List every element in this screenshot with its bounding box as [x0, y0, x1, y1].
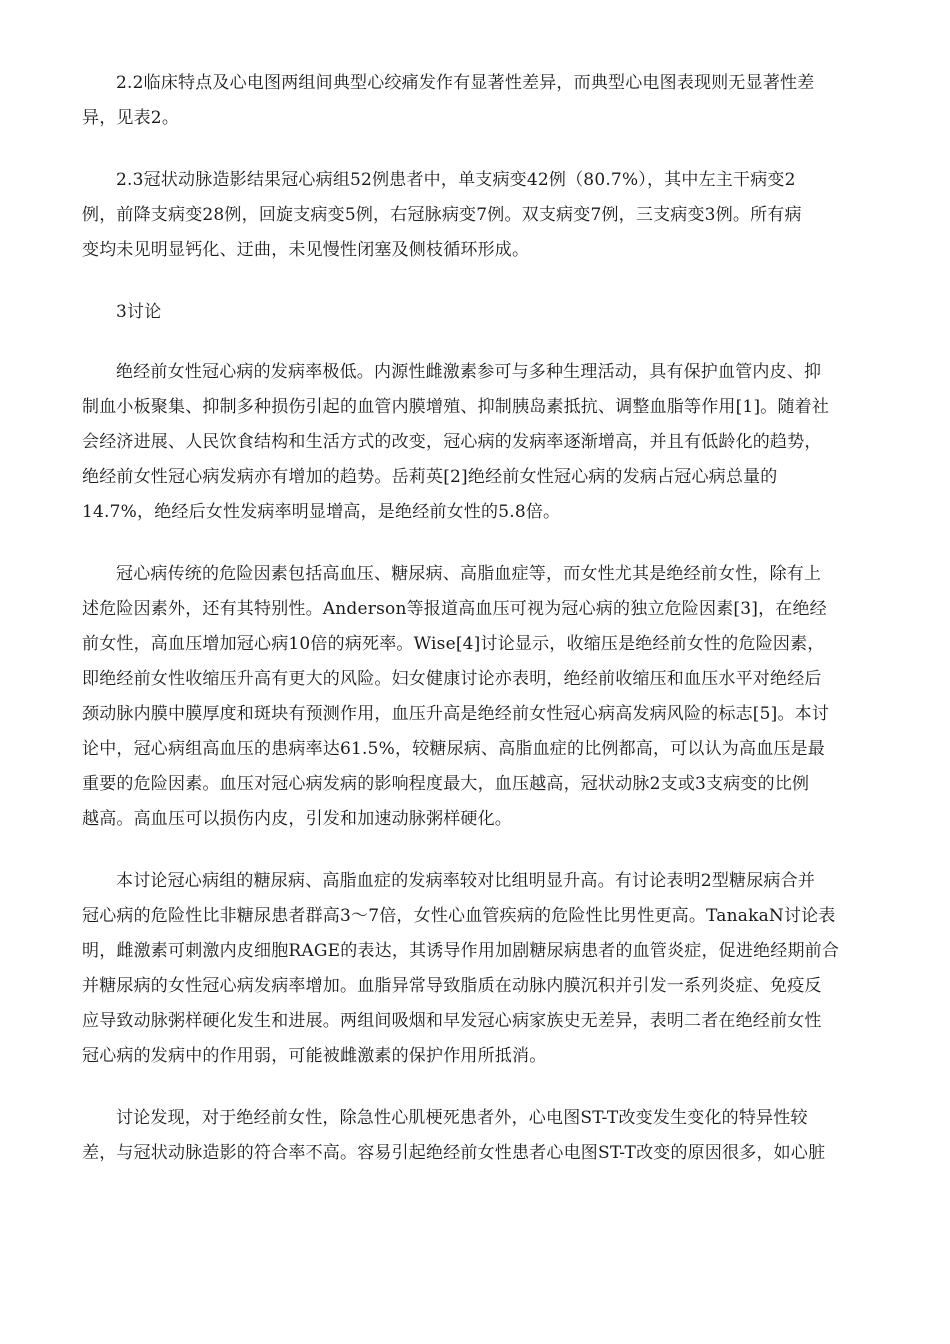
text-line: 会经济进展、人民饮食结构和生活方式的改变，冠心病的发病率逐渐增高，并且有低龄化的趋势， — [82, 432, 822, 452]
text-line: 制血小板聚集、抑制多种损伤引起的血管内膜增殖、抑制胰岛素抵抗、调整血脂等作用[1]。随着社 — [82, 397, 830, 417]
text-line: 重要的危险因素。血压对冠心病发病的影响程度最大，血压越高，冠状动脉2支或3支病变的比例 — [82, 774, 810, 794]
text-line: 3讨论 — [116, 302, 162, 322]
text-line: 冠心病的发病中的作用弱，可能被雌激素的保护作用所抵消。 — [82, 1046, 547, 1066]
section-heading-discussion — [82, 295, 872, 330]
text-line: 冠心病的危险性比非糖尿患者群高3～7倍，女性心血管疾病的危险性比男性更高。TanakaN讨论表 — [82, 906, 836, 926]
paragraph-ecg-findings — [82, 1101, 872, 1171]
text-line: 并糖尿病的女性冠心病发病率增加。血脂异常导致脂质在动脉内膜沉积并引发一系列炎症、免疫反 — [82, 976, 822, 996]
text-line: 论中，冠心病组高血压的患病率达61.5%，较糖尿病、高脂血症的比例都高，可以认为高血压是最 — [82, 739, 826, 759]
text-line: 本讨论冠心病组的糖尿病、高脂血症的发病率较对比组明显升高。有讨论表明2型糖尿病合并 — [116, 871, 816, 891]
text-line: 绝经前女性冠心病的发病率极低。内源性雌激素参可与多种生理活动，具有保护血管内皮、抑 — [116, 362, 822, 382]
text-line: 讨论发现，对于绝经前女性，除急性心肌梗死患者外，心电图ST-T改变发生变化的特异性较 — [116, 1108, 808, 1128]
text-line: 述危险因素外，还有其特别性。Anderson等报道高血压可视为冠心病的独立危险因素[3]，在绝经 — [82, 599, 827, 619]
text-line: 2.3冠状动脉造影结果冠心病组52例患者中，单支病变42例（80.7%），其中左主干病变2 — [116, 170, 796, 190]
text-line: 2.2临床特点及心电图两组间典型心绞痛发作有显著性差异，而典型心电图表现则无显著性差 — [116, 73, 815, 93]
text-line: 前女性，高血压增加冠心病10倍的病死率。Wise[4]讨论显示，收缩压是绝经前女性的危险因素， — [82, 634, 825, 654]
text-line: 即绝经前女性收缩压升高有更大的风险。妇女健康讨论亦表明，绝经前收缩压和血压水平对绝经后 — [82, 669, 822, 689]
text-line: 差，与冠状动脉造影的符合率不高。容易引起绝经前女性患者心电图ST-T改变的原因很多，如心脏 — [82, 1143, 826, 1163]
text-line: 明，雌激素可刺激内皮细胞RAGE的表达，其诱导作用加剧糖尿病患者的血管炎症，促进绝经期前合 — [82, 941, 840, 961]
paragraph-2-3-angiography-results — [82, 163, 872, 268]
text-line: 14.7%，绝经后女性发病率明显增高，是绝经前女性的5.8倍。 — [82, 502, 561, 522]
text-line: 越高。高血压可以损伤内皮，引发和加速动脉粥样硬化。 — [82, 809, 512, 829]
text-line: 绝经前女性冠心病发病亦有增加的趋势。岳莉英[2]绝经前女性冠心病的发病占冠心病总量的 — [82, 467, 778, 487]
paragraph-premenopausal-incidence — [82, 355, 872, 530]
text-line: 应导致动脉粥样硬化发生和进展。两组间吸烟和早发冠心病家族史无差异，表明二者在绝经前女性 — [82, 1011, 822, 1031]
paragraph-diabetes-hyperlipidemia — [82, 864, 872, 1074]
text-line: 变均未见明显钙化、迂曲，未见慢性闭塞及侧枝循环形成。 — [82, 240, 530, 260]
text-line: 异，见表2。 — [82, 108, 180, 128]
text-line: 冠心病传统的危险因素包括高血压、糖尿病、高脂血症等，而女性尤其是绝经前女性，除有上 — [116, 564, 822, 584]
paragraph-2-2-clinical-features — [82, 66, 872, 136]
text-line: 颈动脉内膜中膜厚度和斑块有预测作用，血压升高是绝经前女性冠心病高发病风险的标志[5]。本讨 — [82, 704, 830, 724]
paragraph-risk-factors-hypertension — [82, 557, 872, 837]
text-line: 例，前降支病变28例，回旋支病变5例，右冠脉病变7例。双支病变7例，三支病变3例。所有病 — [82, 205, 802, 225]
